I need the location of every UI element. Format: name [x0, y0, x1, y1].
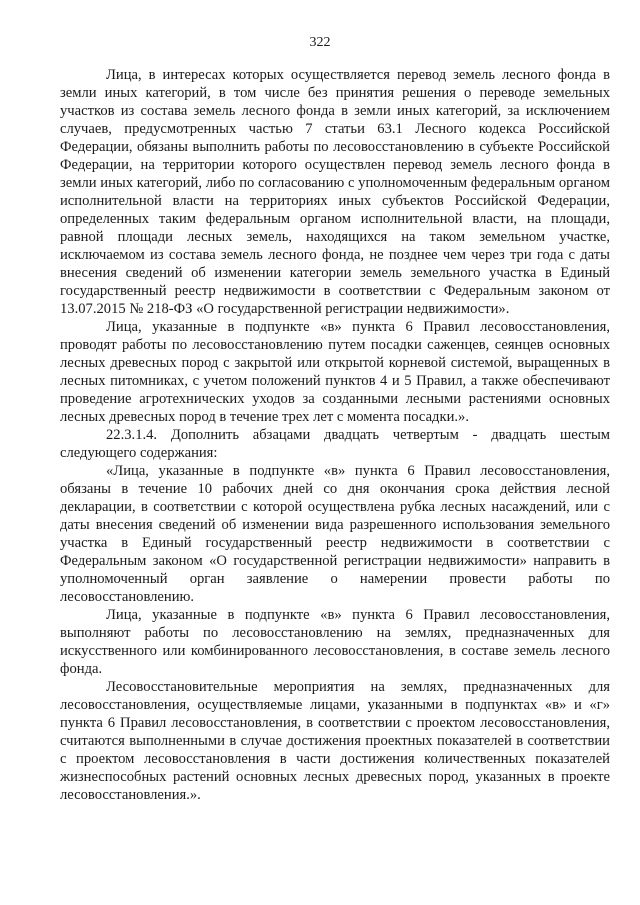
document-body [60, 66, 610, 804]
paragraph-completion-criteria: Лесовосстановительные мероприятия на землях, предназначенных для лесовосстановления, осуществляемые лицами, указанными в подпунктах «в» и «г» пункта 6 Правил лесовосстановления, в соответствии с проектом лесовосстановления, считаются выполненными в случае достижения проектных показателей в соответствии с проектом лесовосстановления в части достижения количественных показателей жизнеспособных растений основных лесных древесных пород, указанных в проекте лесовосстановления.». [60, 679, 610, 803]
paragraph-application-deadline: «Лица, указанные в подпункте «в» пункта 6 Правил лесовосстановления, обязаны в течение 10 рабочих дней со дня окончания срока действия лесной декларации, в соответствии с которой осуществлена рубка лесных насаждений, или с даты внесения сведений об изменении вида разрешенного использования земельного участка в Единый государственный реестр недвижимости в соответствии с Федеральным законом «О государственной регистрации недвижимости» направить в уполномоченный орган заявление о намерении провести работы по лесовосстановлению. [60, 463, 610, 605]
paragraph-planting-works: Лица, указанные в подпункте «в» пункта 6 Правил лесовосстановления, проводят работы по лесовосстановлению путем посадки саженцев, сеянцев основных лесных древесных пород с закрытой или открытой корневой системой, выращенных в лесных питомниках, с учетом положений пунктов 4 и 5 Правил, а также обеспечивают проведение агротехнических уходов за созданными лесными растениями основных лесных древесных пород в течение трех лет с момента посадки.». [60, 319, 610, 425]
paragraph-transfer-obligations: Лица, в интересах которых осуществляется перевод земель лесного фонда в земли иных категорий, в том числе без принятия решения о переводе земельных участков из состава земель лесного фонда в земли иных категорий, за исключением случаев, предусмотренных частью 7 статьи 63.1 Лесного кодекса Российской Федерации, обязаны выполнить работы по лесовосстановлению в субъекте Российской Федерации, на территории которого осуществлен перевод земель лесного фонда в земли иных категорий, либо по согласованию с уполномоченным федеральным органом исполнительной власти на территориях иных субъектов Российской Федерации, определенных таким федеральным органом исполнительной власти, на площади, равной площади лесных земель, находящихся на таком земельном участке, исключаемом из состава земель лесного фонда, не позднее чем через три года с даты внесения сведений об изменении категории земель земельного участка в Единый государственный реестр недвижимости в соответствии с Федеральным законом от 13.07.2015 № 218-ФЗ «О государственной регистрации недвижимости». [60, 67, 610, 317]
paragraph-reforestation-lands: Лица, указанные в подпункте «в» пункта 6 Правил лесовосстановления, выполняют работы по лесовосстановлению на землях, предназначенных для искусственного или комбинированного лесовосстановления, в составе земель лесного фонда. [60, 607, 610, 677]
page-number: 322 [309, 35, 331, 50]
paragraph-amendment-clause: 22.3.1.4. Дополнить абзацами двадцать четвертым - двадцать шестым следующего содержания: [60, 427, 610, 461]
